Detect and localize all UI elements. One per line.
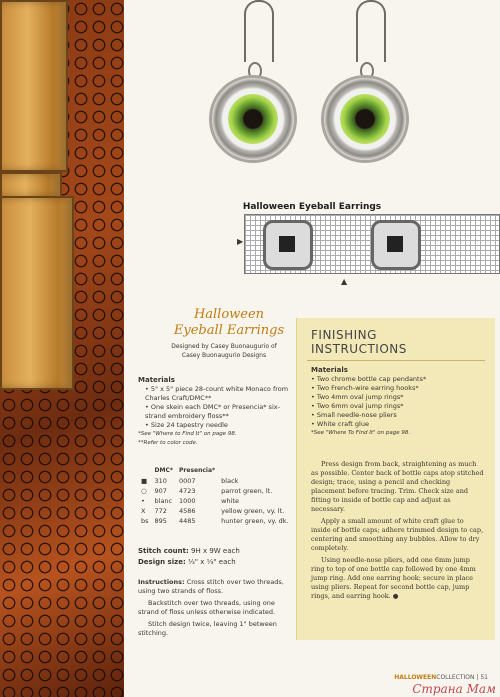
project-title-line1: Halloween (193, 307, 265, 322)
finishing-paragraph: Apply a small amount of white craft glue to inside of bottle caps; adhere trimmed design to cap, centering and smoothing any bubbles. Allow to dry completely. (311, 517, 484, 552)
chart-motif-right (371, 220, 421, 270)
stitch-count-value: 9H x 9W each (191, 547, 240, 555)
finishing-materials-item: • Small needle-nose pliers (311, 411, 491, 420)
floss-header-presencia: Presencia* (179, 467, 216, 474)
decorative-photo (0, 0, 124, 697)
footer-page-number: | 51 (476, 674, 488, 681)
floss-header-dmc: DMC* (154, 467, 174, 474)
earring-photo-left (212, 0, 292, 170)
materials-note: **Refer to color code. (138, 440, 198, 446)
finishing-title: FINISHING INSTRUCTIONS (311, 328, 407, 356)
chart-arrow-center: ▲ (341, 277, 348, 286)
design-size-value: ⅓" x ⅓" each (187, 558, 236, 566)
finishing-text (311, 460, 485, 604)
stitch-count-label: Stitch count: (138, 547, 189, 555)
materials-heading: Materials (138, 376, 175, 384)
finishing-materials-heading: Materials (311, 366, 348, 374)
floss-row: • blanc 1000 white (141, 497, 239, 505)
footer-brand: HALLOWEEN (394, 674, 437, 681)
finishing-materials-item: • Two chrome bottle cap pendants* (311, 375, 491, 384)
instructions-text: Cross stitch over two threads, using two strands of floss. (138, 578, 284, 595)
finishing-materials-item: • Two French-wire earring hooks* (311, 384, 491, 393)
finishing-paragraph: Using needle-nose pliers, add one 6mm jump ring to top of one bottle cap followed by one 4mm jump ring. Add one earring hook; secure in place using pliers. Repeat for second bottle cap, jump rings, and earring hook. ● (311, 556, 476, 600)
finishing-materials-item: • Two 6mm oval jump rings* (311, 402, 491, 411)
project-title-line2: Eyeball Earrings (173, 323, 285, 338)
finishing-materials (311, 366, 491, 438)
finishing-materials-item: • White craft glue (311, 420, 491, 429)
materials-item: • Size 24 tapestry needle (145, 421, 298, 430)
instructions (138, 578, 290, 641)
finishing-materials-item: • Two 4mm oval jump rings* (311, 393, 491, 402)
materials-item: • 5" x 5" piece 28-count white Monaco from Charles Craft/DMC** (145, 385, 298, 403)
designer-credit (144, 342, 304, 360)
chart-arrow-left: ▶ (237, 237, 244, 246)
page-content (124, 0, 500, 697)
stitch-info (138, 546, 308, 568)
finishing-paragraph: Press design from back, straightening as much as possible. Center back of bottle caps atop stitched design; trace, using a pencil and checking placement before tracing. Trim. Check size and fitting to inside of bottle cap and adjust as necessary. (311, 460, 484, 513)
designer-line2: Casey Buonaugurio Designs (181, 352, 267, 359)
footer-collection: COLLECTION (436, 674, 475, 681)
designer-line1: Designed by Casey Buonaugurio of (171, 343, 277, 350)
chart-title: Halloween Eyeball Earrings (242, 202, 382, 212)
design-size-label: Design size: (138, 558, 186, 566)
instructions-text: Backstitch over two threads, using one strand of floss unless otherwise indicated. (138, 599, 276, 616)
floss-row: ■ 310 0007 black (141, 477, 239, 485)
watermark: Страна Мам (412, 682, 496, 696)
earring-photo-right (324, 0, 404, 170)
materials-item: • One skein each DMC* or Presencia* six-strand embroidery floss** (145, 403, 298, 421)
instructions-label: Instructions: (138, 578, 185, 586)
materials-section (138, 376, 298, 448)
floss-table (138, 467, 308, 526)
materials-note: *See "Where to Find It" on page 98. (138, 431, 237, 437)
chart-motif-left (263, 220, 313, 270)
floss-row: bs 895 4485 hunter green, vy. dk. (141, 517, 289, 525)
finishing-note: *See "Where To Find It" on page 98. (311, 430, 411, 436)
page-footer (394, 674, 488, 681)
floss-row: X 772 4586 yellow green, vy. lt. (141, 507, 285, 515)
finishing-instructions-box (296, 318, 495, 640)
floss-row: ○ 907 4723 parrot green, lt. (141, 487, 273, 495)
cross-stitch-chart (237, 214, 500, 286)
instructions-text: Stitch design twice, leaving 1" between stitching. (138, 620, 277, 637)
